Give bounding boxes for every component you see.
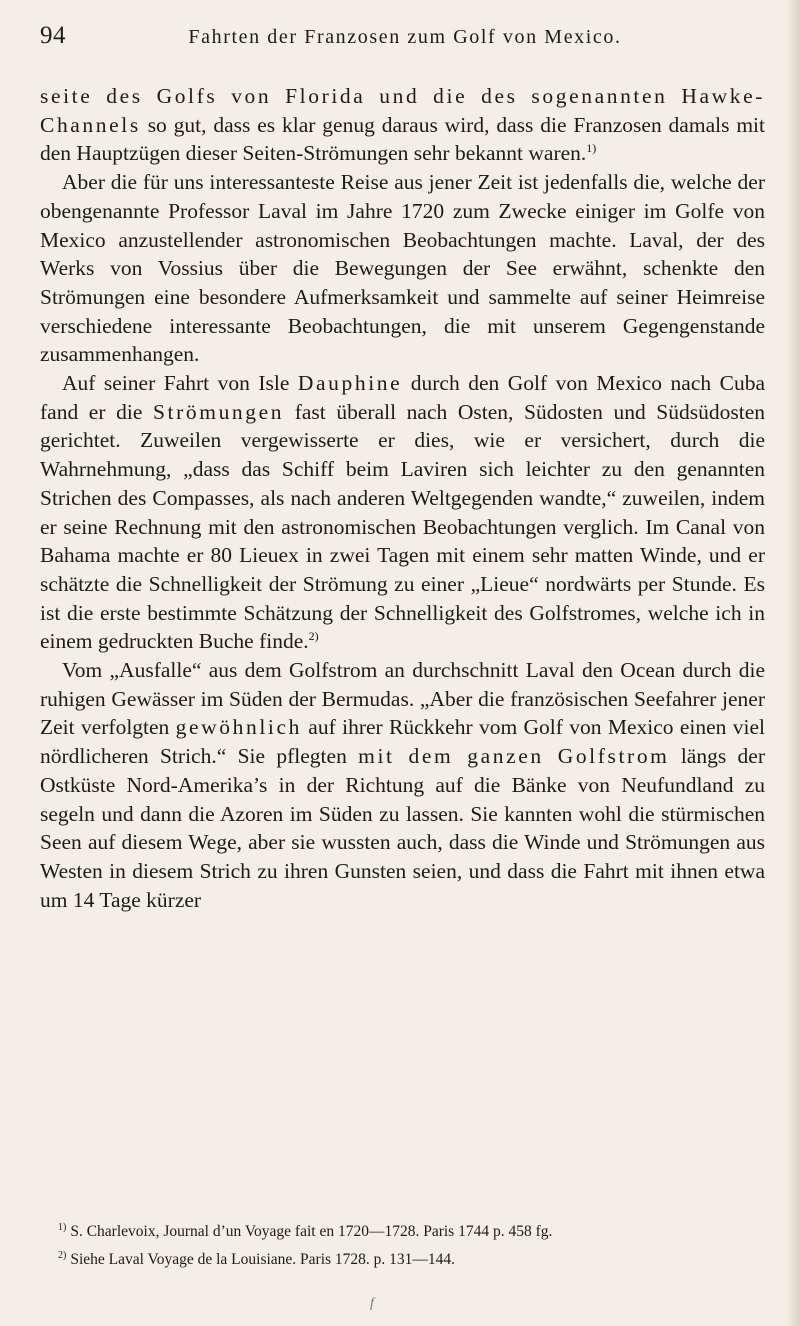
footnote-2-mark: 2) bbox=[58, 1250, 67, 1261]
footnote-ref-2: 2) bbox=[308, 629, 319, 644]
paragraph-4-text-b: auf ihrer Rückkehr vom Golf von Mexico einen viel nördlicheren Strich.“ Sie pflegten bbox=[40, 715, 765, 769]
paragraph-3-spaced-a: Dauphine bbox=[297, 371, 403, 396]
paragraph-3-text-b: durch den Golf von Mexico nach Cuba fand er die bbox=[40, 371, 765, 424]
footnotes bbox=[58, 1216, 768, 1272]
footnote-1 bbox=[58, 1216, 768, 1244]
page-number: 94 bbox=[40, 22, 66, 49]
paragraph-1 bbox=[40, 82, 765, 168]
paragraph-4-text-c: längs der Ostküste Nord-Amerika’s in der Richtung auf die Bänke von Neufundland zu segeln und dann die Azoren im Süden zu lassen. Sie kannten wohl die stürmischen Seen auf diesem Wege, aber sie wussten auch, dass die Winde und Strömungen aus Westen in diesem Strich zu ihren Gunsten seien, und dass die Fahrt mit ihnen etwa um 14 Tage kürzer bbox=[40, 744, 765, 912]
running-head bbox=[40, 22, 760, 54]
body-text bbox=[40, 82, 765, 914]
paragraph-4-text-a: Vom „Ausfalle“ aus dem Golfstrom an durchschnitt Laval den Ocean durch die ruhigen Gewässer im Süden der Bermudas. „Aber die französischen Seefahrer jener Zeit verfolgten bbox=[40, 658, 765, 740]
paragraph-3 bbox=[40, 369, 765, 656]
paragraph-2: Aber die für uns interessanteste Reise aus jener Zeit ist jedenfalls die, welche der obengenannte Professor Laval im Jahre 1720 zum Zwecke einiger im Golfe von Mexico anzustellender astronomischen Beobachtungen machte. Laval, der des Werks von Vossius über die Bewegungen der See erwähnt, schenkte den Strömungen eine besondere Aufmerksamkeit und sammelte auf seiner Heimreise verschiedene interessante Beobachtungen, die mit unserem Gegengenstande zusammenhangen. bbox=[40, 170, 765, 367]
footnote-2 bbox=[58, 1244, 768, 1272]
paragraph-4-spaced-a: gewöhnlich bbox=[175, 715, 302, 740]
paragraph-3-spaced-b: Strömungen bbox=[153, 399, 285, 424]
paragraph-3-text-a: Auf seiner Fahrt von Isle bbox=[62, 371, 298, 396]
footnote-2-text: Siehe Laval Voyage de la Louisiane. Paris 1728. p. 131—144. bbox=[70, 1251, 456, 1268]
page-edge-shadow bbox=[786, 0, 800, 1326]
paragraph-3-text-c: fast überall nach Osten, Südosten und Südsüdosten gerichtet. Zuweilen vergewisserte er dies, wie er versichert, durch die Wahrnehmung, „dass das Schiff beim Laviren sich leichter zu den genannten Strichen des Compasses, als nach anderen Weltgegenden wandte,“ zuweilen, indem er seine Rechnung mit den astronomischen Beobachtungen verglich. Im Canal von Bahama machte er 80 Lieuex in zwei Tagen mit einem sehr matten Winde, und er schätzte die Schnelligkeit der Strömung zu einer „Lieue“ nordwärts per Stunde. Es ist die erste bestimmte Schätzung der Schnelligkeit des Golfstromes, welche ich in einem gedruckten Buche finde. bbox=[40, 399, 766, 654]
margin-mark: f bbox=[370, 1296, 374, 1311]
paragraph-1-spaced-text: seite des Golfs von Florida und die des sogenannten Hawke-Channels bbox=[40, 84, 765, 137]
footnote-ref-1: 1) bbox=[586, 141, 597, 156]
paragraph-4-spaced-b: mit dem ganzen Golfstrom bbox=[358, 744, 670, 769]
paragraph-4 bbox=[40, 656, 765, 914]
footnote-1-text: S. Charlevoix, Journal d’un Voyage fait en 1720—1728. Paris 1744 p. 458 fg. bbox=[70, 1223, 553, 1240]
paragraph-1-text: so gut, dass es klar genug daraus wird, dass die Franzosen damals mit den Hauptzügen dieser Seiten-Strömungen sehr bekannt waren. bbox=[40, 112, 765, 166]
running-title: Fahrten der Franzosen zum Golf von Mexico. bbox=[188, 26, 622, 48]
footnote-1-mark: 1) bbox=[58, 1222, 67, 1233]
